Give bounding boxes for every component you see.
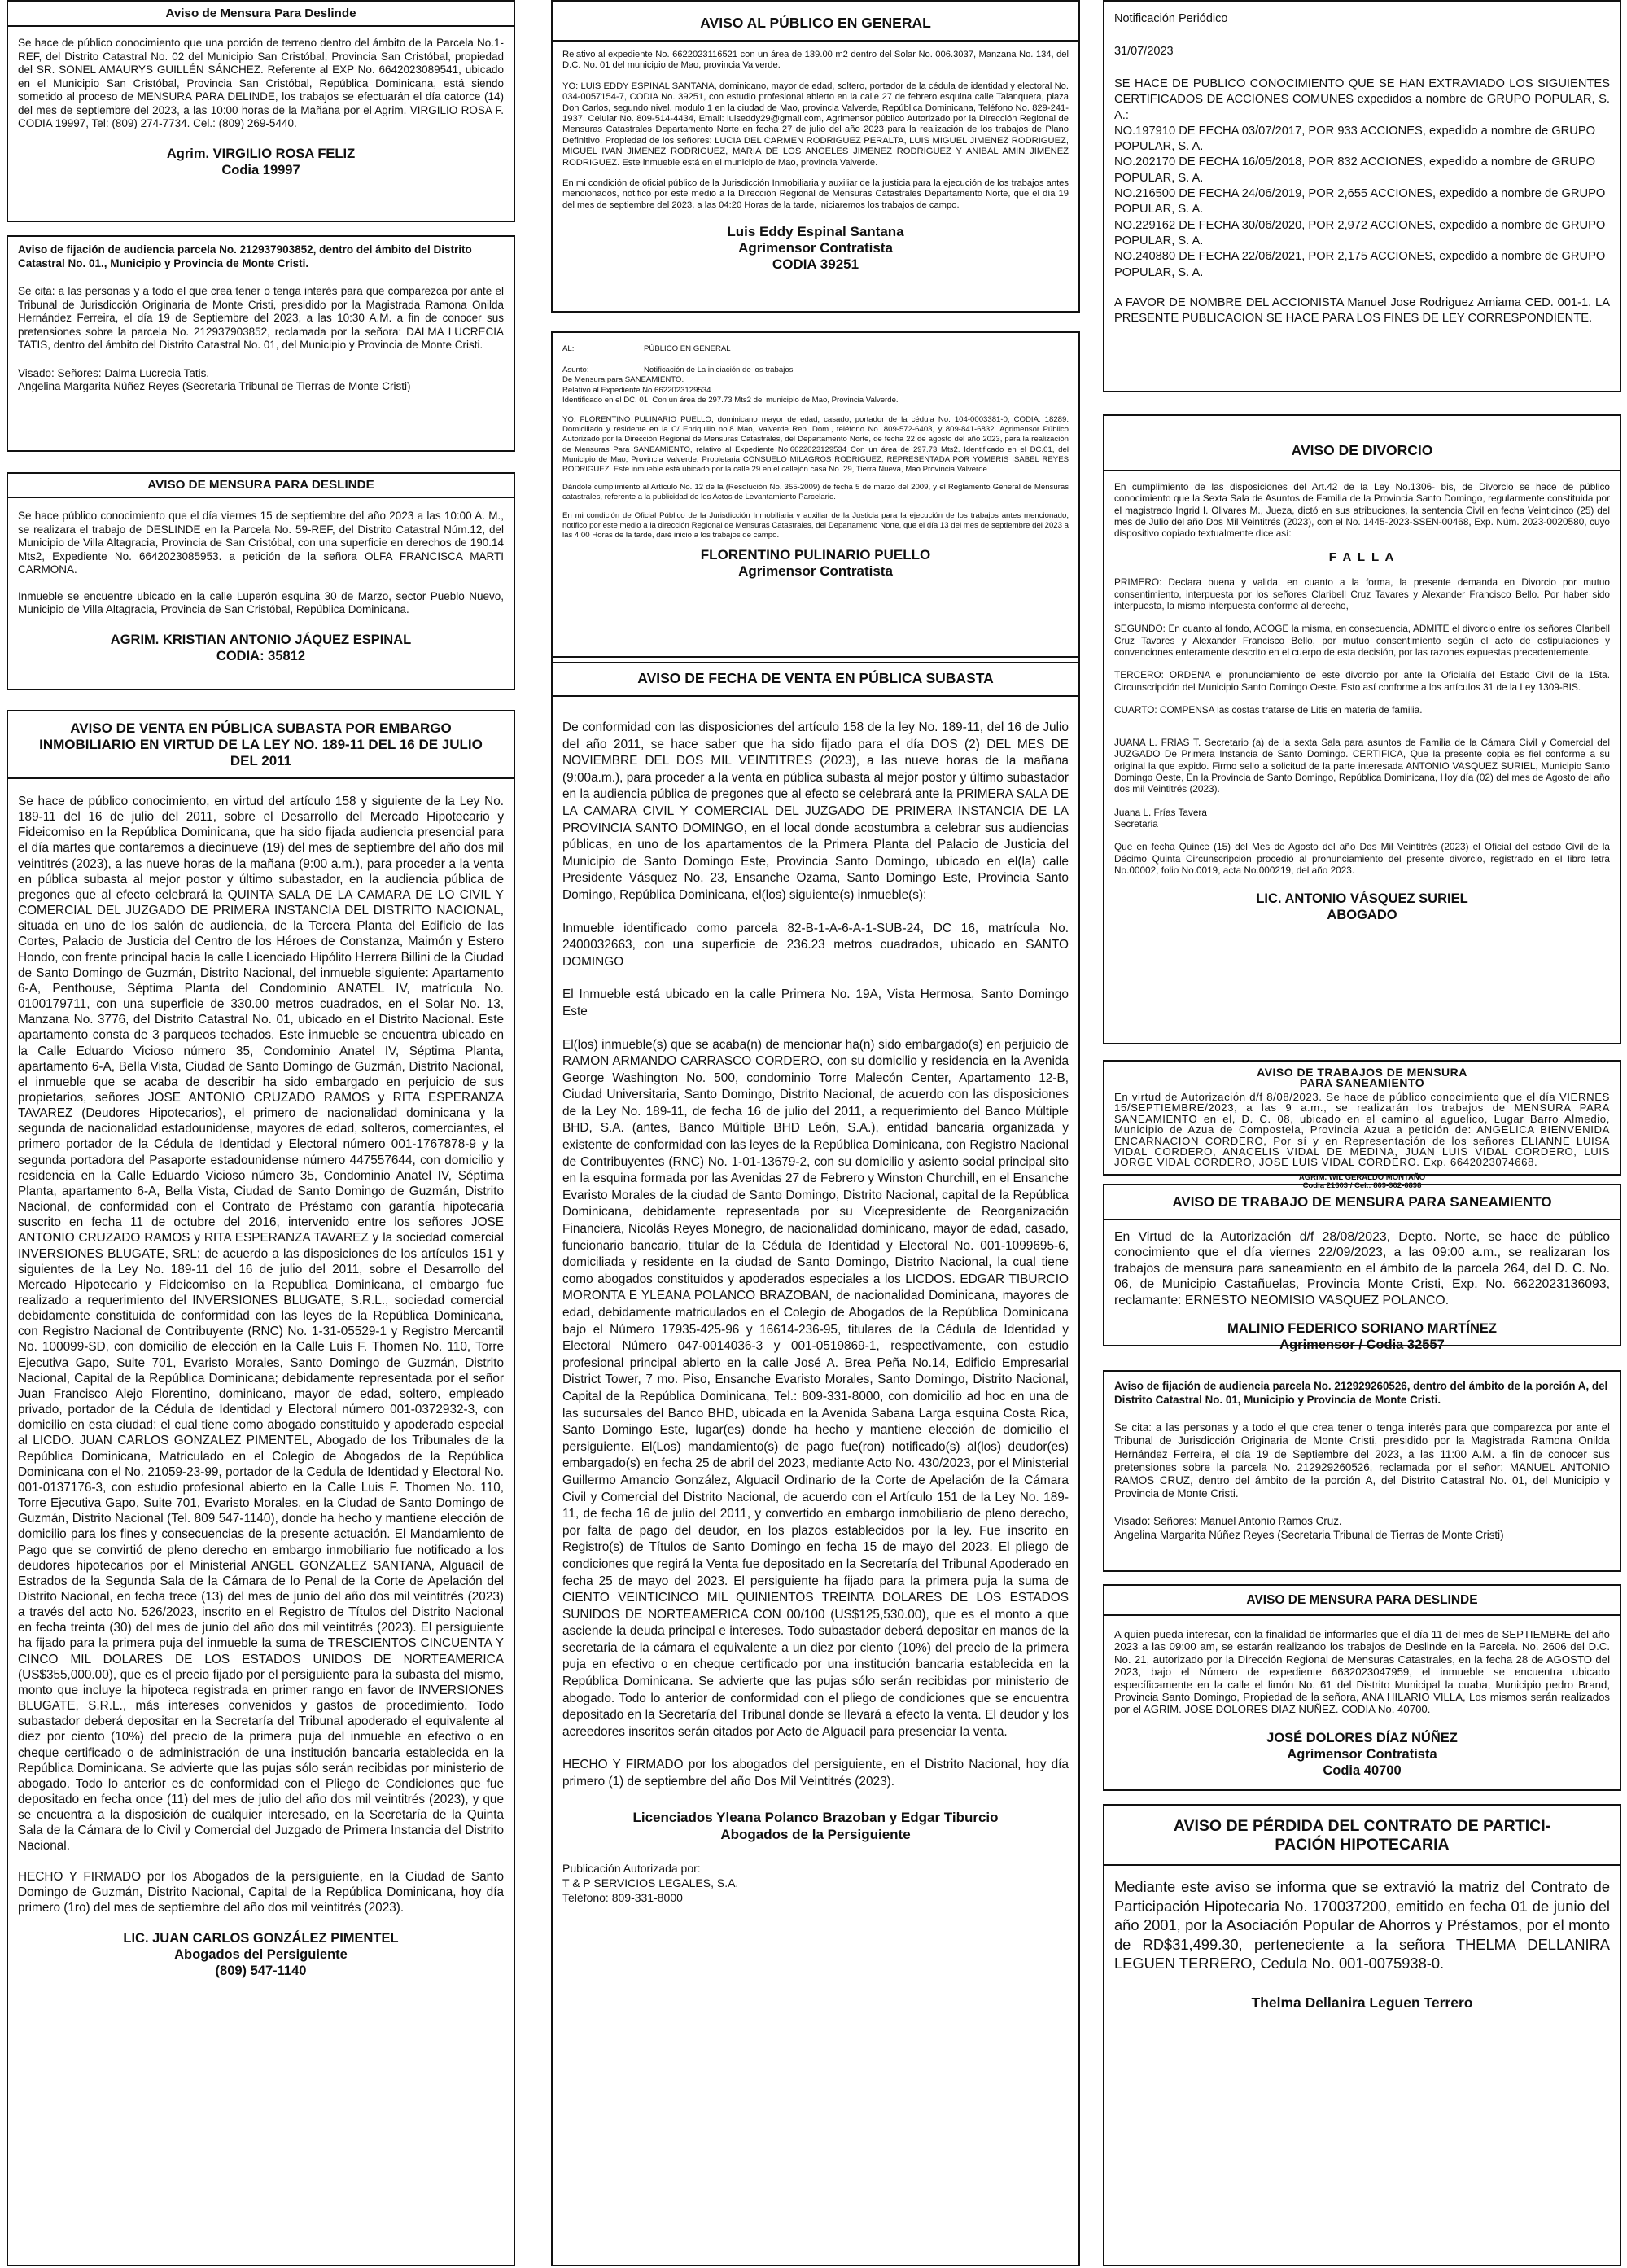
asunto-value: Notificación de La iniciación de los trabajos [644,366,794,375]
signature-name: Thelma Dellanira Leguen Terrero [1251,1994,1473,2011]
tercero: TERCERO: ORDENA el pronunciamiento de este divorcio por ante la Oficialía del Estado Civil de la 15ta. Circunscripción del Municipio Santo Domingo Oeste. Esto así conforme a los artículos 31 de la Ley 1309-BIS. [1114,669,1610,693]
notice-body-3: En mi condición de Oficial Público de la Jurisdicción Inmobiliaria y auxiliar de la Justicia para la ejecución de los trabajos antes mencionado, notifico por este medio a la dirección Regional de Mensuras Catastrales, del Departamento Norte, que el día 13 del mes de septiembre del 2023 a las 4:00 Horas de la tarde, daré inicio a los trabajos de campo. [562,510,1069,541]
notice-body: YO: FLORENTINO PULINARIO PUELLO, dominicano mayor de edad, casado, portador de la cédula No. 104-0003381-0, CODIA: 18289. Domiciliado y residente en la C/ Enriquillo no.8 Mao, Valverde Rep. Dom., teléfono No. 809-572-6403, y 809-841-6832. Agrimensor Público Autorizado por la Dirección Regional de Mensuras Catastrales, del Departamento Norte, de fecha 22 de agosto del año 2023, para la realización de Mensuras Para SANEAMIENTO, relativo al Expediente No.6622023129534 Con un área de 297.73 Mts2. Identificado en el DC.01, del Municipio de Mao, Provincia Valverde. Propietaria CONSUELO MILAGROS RODRIGUEZ, REPRESENTADA POR YOMERIS ISABEL REYES RODRIGUEZ. Este inmueble está ubicado por la calle 29 en el callejón casa No. 29, Tierra Nueva, Mao Provincia Valverde. [562,415,1069,475]
pronunciamiento: Que en fecha Quince (15) del Mes de Agosto del año Dos Mil Veintitrés (2023) el Oficial del estado Civil de la Décimo Quinta Circunscripción procedió al pronunciamiento del presente divorcio, registrado en el libro letra No.00002, folio No.0019, acta No.000219, del año 2023. [1114,841,1610,876]
notice-title-line-1: AVISO DE TRABAJOS DE MENSURA [1257,1066,1467,1079]
secretaria-role: Secretaria [1114,817,1158,830]
notification-label: Notificación Periódico [1114,12,1228,25]
signature-name: Agrim. VIRGILIO ROSA FELIZ [166,146,356,161]
notice-body: Se hace de público conocimiento que una porción de terreno dentro del ámbito de la Parcela No.1-REF, del Distrito Catastral No. 02 del Municipio San Cristóbal, Provincia San Cristóbal, propiedad del SR. SONEL AMAURYS GUILLÉN SÁNCHEZ. Referente al EXP No. 6642023089541, ubicado en el Municipio San Cristóbal, Provincia San Cristóbal, República Dominicana, está siendo sometido al proceso de MENSURA PARA DELINDE, los trabajos se efectuarán el día catorce (14) del mes de septiembre del 2023, a las 10:00 horas de la Mañana por el Agrim. VIRGILIO ROSA F. CODIA 19997, Tel: (809) 274-7734. Cel.: (809) 269-5440. [18,37,504,129]
asunto-label: Asunto: [562,366,589,375]
notice-mensura-deslinde-rosa [7,0,515,222]
notice-title: Aviso de fijación de audiencia parcela No. 212929260526, dentro del ámbito de la porción A, del Distrito Catastral No. 01, Municipio y Provincia de Monte Cristi. [1114,1380,1608,1406]
notice-body: Mediante este aviso se informa que se extravió la matriz del Contrato de Participación Hipotecaria No. 170037200, emitido en fecha 01 de junio del año 2001, por la Asociación Popular de Ahorros y Préstamos, por el monto de RD$31,499.30, perteneciente a la señora THELMA DELLANIRA LEGUEN TERRERO, Cedula No. 001-0075938-0. [1114,1878,1610,1972]
signature-name: AGRIM. WIL GERALDO MONTAÑO [1298,1172,1426,1182]
certificate-3: NO.216500 DE FECHA 24/06/2019, POR 2,655 ACCIONES, expedido a nombre de GRUPO POPULAR, S. A. [1114,187,1606,217]
notice-title: AVISO DE DIVORCIO [1104,416,1620,471]
secretaria-name: Juana L. Frías Tavera [1114,806,1207,818]
notice-body: A quien pueda interesar, con la finalidad de informarles que el día 11 del mes de SEPTIEMBRE del año 2023 a las 09:00 am, se estarán realizando los trabajos de Deslinde en la Parcela. No. 2606 del D.C. No. 21, autorizado por la Dirección Regional de Mensuras Catastrales, en la fecha 28 de AGOSTO del 2023, bajo el Número de expediente 6632023047959, el inmueble se encuentra ubicado específicamente en la calle el limón No. 61 del Distrito Municipal la cuaba, Municipio pedro Brand, Provincia Santo Domingo, Propiedad de la señora, ANA HILARIO VILLA, Los mismos serán realizados por el AGRIM. JOSE DOLORES DIAZ NUÑEZ. CODIA No. 40700. [1114,1628,1610,1716]
notification-date: 31/07/2023 [1114,45,1174,58]
notice-title: AVISO DE MENSURA PARA DESLINDE [8,474,514,498]
notice-title-line-1: AVISO DE PÉRDIDA DEL CONTRATO DE PARTICI- [1173,1817,1551,1835]
notice-fecha-venta-subasta [551,656,1080,2266]
notice-body: En Virtud de la Autorización d/f 28/08/2023, Depto. Norte, se hace de público conocimiento que el día viernes 22/09/2023, a las 09:00 a.m., se realizaran los trabajos de mensura para saneamiento en el ámbito de la parcela 264, del D. C. No. 06, de Municipio Castañuelas, Provincia Monte Cristi, Exp. No. 6622023136093, reclamante: ERNESTO NEOMISIO VASQUEZ POLANCO. [1114,1230,1610,1307]
notice-body: Se hace de público conocimiento, en virtud del artículo 158 y siguiente de la Ley No. 189-11 del 16 de julio del 2011, sobre el Desarrollo del Mercado Hipotecario y Fideicomiso en la República Dominicana, que ha sido fijada audiencia presencial para el día martes que contaremos a diecinueve (19) del mes de septiembre del año dos mil veintitrés (2023), a las nueve horas de la mañana (9:00 a.m.), para proceder a la venta en pública subasta al mejor postor y último subastador, en la audiencia pública de pregones que al efecto celebrará la QUINTA SALA DE LA CAMARA DE LO CIVIL Y COMERCIAL DEL JUZGADO DE PRIMERA INSTANCIA DEL DISTRITO NACIONAL, situada en uno de los salón de audiencia, de la Tercera Planta del Edificio de las Cortes, Palacio de Justicia del Centro de los Héroes de Constanza, Maimón y Estero Hondo, con frente principal hacia la calle Licenciado Hipólito Herrera Billini de la Ciudad de Santo Domingo de Guzmán, Distrito Nacional, del inmueble siguiente: Apartamento 6-A, Penthouse, Séptima Planta del Condominio ANATEL IV, matrícula No. 0100179711, con una superficie de 330.00 metros cuadrados, en el Solar No. 13, Manzana No. 3776, del Distrito Catastral No. 01, ubicado en el Distrito Nacional. Este apartamento consta de 3 parqueos techados. Este inmueble se encuentra ubicado en la Calle Eduardo Vicioso número 35, Condominio Anatel IV, Séptima Planta, apartamento 6-A, Bella Vista, Ciudad de Santo Domingo de Guzmán, Distrito Nacional, el inmueble que se acaba de describir ha sido embargado en perjuicio de sus propietarios, señores JOSE ANTONIO CRUZADO RAMOS y RITA ESPERANZA TAVAREZ (Deudores Hipotecarios), el primero de nacionalidad dominicana y la segunda de nacionalidad estadounidense, mayores de edad, solteros, comerciantes, el primero portador de la Cédula de Identidad y Electoral número 001-1767878-9 y la segunda portadora del Pasaporte estadounidense número 447557644, con domicilio y residencia en la Calle Eduardo Vicioso número 35, Condominio Anatel IV, Séptima Planta, apartamento 6-A, Bella Vista, Ciudad de Santo Domingo de Guzmán, Distrito Nacional, de conformidad con el Contrato de Préstamo con garantía hipotecaria suscrito en fecha 11 de octubre del 2016, intervenido entre los señores JOSE ANTONIO CRUZADO RAMOS y RITA ESPERANZA TAVAREZ y la sociedad comercial INVERSIONES BLUGATE, SRL; de acuerdo a las disposiciones de los artículos 151 y siguientes de la Ley No. 189-11 del 16 de julio del 2011, sobre el Desarrollo del Mercado Hipotecario y Fideicomiso en la Republica Dominicana, el embargo fue realizado a requerimiento del INVERSIONES BLUGATE, S.R.L., sociedad comercial debidamente constituida de conformidad con las leyes de la República Dominicana, con Registro Nacional de Contribuyente (RNC) No. 1-31-05529-1 y Registro Mercantil No. 100099-SD, con domicilio de elección en la Calle Luis F. Thomen No. 110, Torre Ejecutiva Gapo, Suite 701, Evaristo Morales, Santo Domingo de Guzmán, Distrito Nacional, Capital de la República Dominicana; debidamente representada por el señor Juan Francisco Alejo Florentino, dominicano, mayor de edad, soltero, empleado privado, portador de la Cédula de Identidad y Electoral número 001-0372932-3, con domicilio en esta ciudad; el cual tiene como abogado constituido y apoderado especial al LICDO. JUAN CARLOS GONZALEZ PIMENTEL, Abogado de los Tribunales de la República Dominicana, Matriculado en el Colegio de Abogados de la República Dominicana con el No. 21059-23-99, portador de la Cedula de Identidad y Electoral No. 001-0137176-3, con estudio profesional abierto en la Calle Luis F. Thomen No. 110, Torre Ejecutiva Gapo, Suite 701, Evaristo Morales, en la Ciudad de Santo Domingo de Guzmán, Distrito Nacional (Tel. 809 547-1140), donde ha hecho y mantiene elección de domicilio para los fines y consecuencias de la presente actuación. El Mandamiento de Pago que se convirtió de pleno derecho en embargo inmobiliario fue notificado a los deudores hipotecarios por el Ministerial ANGEL GONZALEZ SANTANA, Alguacil de Estrados de la Segunda Sala de la Cámara de lo Penal de la Corte de Apelación del Distrito Nacional, en fecha trece (13) del mes de junio del año dos mil veintitrés (2023) a través del acto No. 526/2023, inscrito en el Registro de Títulos del Distrito Nacional en fecha treinta (30) del mes de junio del año dos mil veintitrés (2023). El persiguiente ha fijado para la primera puja del inmueble la suma de TRESCIENTOS CINCUENTA Y CINCO MIL DOLARES DE LOS ESTADOS UNIDOS DE NORTEAMERICA (US$355,000.00), que es el precio fijado por el persiguiente para la subasta del mismo, monto que incluye la hipoteca registrada en primer rango en favor de INVERSIONES BLUGATE, S.R.L., más intereses convenidos y gastos de procedimiento. Todo subastador deberá depositar en la Secretaría del Tribunal apoderado el equivalente al diez por ciento (10%) del precio de la primera puja del inmueble en efectivo o en cheque certificado o de administración de una institución bancaria establecida en la República Dominicana. Se advierte que las pujas sólo serán recibidas por ministerio de abogado. Todo lo anterior es de conformidad con el Pliego de Condiciones que fue depositado en fecha once (11) del mes de julio del año dos mil veintitrés (2023), y que se encuentra a la disposición de cualquier interesado, en la Secretaría de la Quinta Sala de la Cámara de lo Civil y Comercial del Juzgado de Primera Instancia del Distrito Nacional. [18,795,504,1854]
certificate-2: NO.202170 DE FECHA 16/05/2018, POR 832 ACCIONES, expedido a nombre de GRUPO POPULAR, S. A. [1114,155,1596,185]
notice-body: En virtud de Autorización d/f 8/08/2023. Se hace de público conocimiento que el día VIERNES 15/SEPTIEMBRE/2023, a las 9 a.m., se realizarán los trabajos de MENSURA PARA SANEAMIENTO en el, D. C. 08, ubicado en el camino al aguelico, Lugar Barro Almedio, Municipio de Azua de Compostela, Provincia Azua a petición de: ANGELICA BIENVENIDA ENCARNACION CORDERO, Por sí y en Representación de los señores ELIANNE LUISA VIDAL CORDERO, ANACELIS VIDAL DE MEDINA, JUAN LUIS VIDAL CORDERO, LUIS JORGE VIDAL CORDERO, JOSE LUIS VIDAL CORDERO. Exp. 6642023074668. [1114,1091,1610,1169]
al-row [562,344,1069,354]
publication-line-3: Teléfono: 809-331-8000 [562,1890,683,1904]
signature-role: Agrimensor Contratista [738,563,893,580]
certificate-1: NO.197910 DE FECHA 03/07/2017, POR 933 ACCIONES, expedido a nombre de GRUPO POPULAR, S. A. [1114,124,1596,154]
notice-body-2: A FAVOR DE NOMBRE DEL ACCIONISTA Manuel Jose Rodriguez Amiama CED. 001-1. LA PRESENTE PUBLICACION SE HACE PARA LOS FINES DE LEY CORRESPONDIENTE. [1114,296,1610,326]
notice-body-4: El(los) inmueble(s) que se acaba(n) de mencionar ha(n) sido embargado(s) en perjuicio de RAMON ARMANDO CARRASCO CORDERO, con su domicilio y residencia en la Avenida George Washington No. 500, condominio Torre Malecón Center, Apartamento 12-B, Ciudad Universitaria, Santo Domingo, Distrito Nacional, de acuerdo con las disposiciones de la Ley No. 189-11, de fecha 16 de julio del 2011, a requerimiento del Banco Múltiple BHD, S.A. (antes, Banco Múltiple BHD León, S.A.), entidad bancaria organizada y existente de conformidad con las leyes de la República Dominicana, con Registro Nacional de Contribuyentes (RNC) No. 1-01-13679-2, con su domicilio y asiento social principal sito en la esquina formada por las Avenidas 27 de Febrero y Winston Churchill, en el Ensanche Evaristo Morales de la ciudad de Santo Domingo, Distrito Nacional, capital de la República Dominicana, debidamente representada por su Vicepresidente de Reorganización Financiera, Nicolás Reyes Monegro, de nacionalidad dominicano, mayor de edad, casado, funcionario bancario, titular de la Cédula de Identidad y Electoral No. 001-1099695-6, domiciliada y residente en la ciudad de Santo Domingo, Distrito Nacional, la cual tiene como abogados constituidos y apoderados especiales a los LICDOS. EDGAR TIBURCIO MORONTA E YLEANA POLANCO BRAZOBAN, de nacionalidad Dominicana, mayores de edad, debidamente matriculados en el Colegio de Abogados de la República Dominicana bajo el Número 17935-425-96 y 16614-236-95, titulares de la Cédula de Identidad y Electoral Número 047-0014036-3 y 001-0519869-1, respectivamente, con estudio profesional principal abierto en la calle José A. Brea Peña No.14, Edificio Empresarial District Tower, 7 mo. Piso, Ensanche Evaristo Morales, Santo Domingo, Distrito Nacional, Capital de la República Dominicana, Tel.: 809-331-8000, con domicilio ad hoc en una de las sucursales del Banco BHD, ubicada en la Avenida Sabana Larga esquina Costa Rica, Santo Domingo Este, lugar(es) donde ha hecho y mantiene elección de domicilio el persiguiente. El(Los) mandamiento(s) de pago fue(ron) notificado(s) al(los) deudor(es) embargado(s) en fecha 25 de abril del 2023, mediante Acto No. 430/2023, por el Ministerial Guillermo Amancio González, Alguacil Ordinario de la Corte de Apelación de la Cámara Civil y Comercial del Distrito Nacional, de acuerdo con el Artículo 151 de la Ley No. 189-11, de fecha 16 de julio del 2011, y convertido en embargo inmobiliario de pleno derecho, por falta de pago del deudor, en los plazos establecidos por la ley. Fue inscrito en Registro(s) de Títulos de Santo Domingo en fecha 15 de mayo del 2023. El pliego de condiciones que regirá la Venta fue depositado en la Secretaría del Tribunal Apoderado en fecha 25 de mayo del 2023. El persiguiente ha fijado para la primera puja la suma de CIENTO VEINTICINCO MIL QUINIENTOS TREINTA DOLARES DE LOS ESTADOS SUNIDOS DE NORTEAMERICA CON 00/100 (US$125,530.00), que es el monto a que asciende la deuda principal e intereses. Todo subastador deberá depositar en manos de la secretaria de la cámara el equivalente a un diez por ciento (10%) del precio de la primera puja en efectivo o en cheque certificado por una institución bancaria establecida en la República Dominicana. Se advierte que las pujas sólo serán recibidas por ministerio de abogado. Todo lo anterior de conformidad con el pliego de condiciones que se encuentra depositado en la Secretaría del Tribunal donde se llevará a efecto la venta. El deudor y los acreedores inscritos serán citados por Acto de Alguacil para presenciar la venta. [562,1037,1069,1739]
notice-body: Se cita: a las personas y a todo el que crea tener o tenga interés para que comparezca por ante el Tribunal de Jurisdicción Originaria de Monte Cristi, presidido por la Magistrada Ramona Onilda Hernández Ferreira, el día 19 de Septiembre del 2023, a las 11:00 A.M. a fin de conocer sus pretensiones sobre la parcela No. 212929260526, reclamada por el señor: MANUEL ANTONIO RAMOS CRUZ, dentro del ámbito de la porción A, del Distrito Catastral No. 01, del Municipio y Provincia de Monte Cristi. [1114,1421,1610,1500]
al-label: AL: [562,344,575,353]
signature-name: LIC. JUAN CARLOS GONZÁLEZ PIMENTEL [123,1931,399,1946]
visado-line: Visado: Señores: Dalma Lucrecia Tatis. [18,366,210,379]
publication-line-2: T & P SERVICIOS LEGALES, S.A. [562,1876,739,1889]
asunto-row [562,366,1069,375]
signature-role: Agrimensor Contratista [1287,1746,1437,1762]
notice-title: Aviso de fijación de audiencia parcela No. 212937903852, dentro del ámbito del Distrito Catastral No. 01., Municipio y Provincia de Monte Cristi. [18,243,472,269]
segundo: SEGUNDO: En cuanto al fondo, ACOGE la misma, en consecuencia, ADMITE el divorcio entre los señores Claribell Cruz Tavares y Alexander Francisco Bello, por mutuo consentimiento según el acto de estipulaciones y convenciones enteramente descrito en el cuerpo de esta decisión, por las razones expuestas precedentemente. [1114,623,1610,658]
signature-role: Agrimensor Contratista [738,240,893,256]
signature-codia: Codia 19997 [221,162,300,177]
signature-role: Abogados de la Persiguiente [720,1826,911,1842]
notice-body-2: Dándole cumplimiento al Artículo No. 12 de la (Resolución No. 355-2009) de fecha 5 de marzo del 2009, y el Reglamento General de Mensuras catastrales, referente a la publicidad de los Actos de Levantamiento Parcelario. [562,483,1069,502]
signature-role: ABOGADO [1327,908,1397,923]
primero: PRIMERO: Declara buena y valida, en cuanto a la forma, la presente demanda en Divorcio por mutuo consentimiento, interpuesta por los señores Claribell Cruz Tavares y Alexander Francisco Bello. Por haber sido interpuesta, la mismo interpuesta conforme al derecho, [1114,576,1610,612]
line-a: De Mensura para SANEAMIENTO. [562,375,684,385]
notice-venta-subasta-anatel [7,710,515,2266]
signature-codia: Codia 40700 [1323,1762,1402,1778]
notice-body-3: El Inmueble está ubicado en la calle Primera No. 19A, Vista Hermosa, Santo Domingo Este [562,987,1069,1018]
signature-codia: CODIA: 35812 [216,648,306,663]
notice-certificados-acciones [1103,0,1621,392]
notice-body-2: Inmueble identificado como parcela 82-B-1-A-6-A-1-SUB-24, DC 16, matrícula No. 2400032663, con una superficie de 236.23 metros cuadrados, ubicado en SANTO DOMINGO [562,921,1069,969]
cuarto: CUARTO: COMPENSA las costas tratarse de Litis en materia de familia. [1114,703,1423,716]
notice-trabajo-mensura-saneamiento-castanuelas [1103,1180,1621,1353]
notice-body-2: HECHO Y FIRMADO por los Abogados de la persiguiente, en la Ciudad de Santo Domingo de Guzmán, Distrito Nacional, Capital de la República Dominicana, hoy día primero (1ro) del mes de septiembre del año dos mil veintitrés (2023). [18,1869,504,1915]
line-b: Relativo al Expediente No.6622023129534 [562,385,711,395]
signature-codia: Agrimensor / Codia 32557 [1279,1338,1445,1353]
notice-title: AVISO DE VENTA EN PÚBLICA SUBASTA POR EMBARGO INMOBILIARIO EN VIRTUD DE LA LEY NO. 189-11 DEL 16 DE JULIO DEL 2011 [8,711,514,779]
signature-codia: CODIA 39251 [772,256,859,273]
notice-divorcio [1103,414,1621,1044]
notice-body-5: HECHO Y FIRMADO por los abogados del persiguiente, en el Distrito Nacional, hoy día primero (1) de septiembre del año Dos Mil Veintitrés (2023). [562,1758,1069,1789]
signature-name: Licenciados Yleana Polanco Brazoban y Edgar Tiburcio [632,1809,999,1825]
signature-role: Abogados del Persiguiente [174,1947,348,1963]
visado-line: Visado: Señores: Manuel Antonio Ramos Cruz. [1114,1515,1342,1528]
notice-body: De conformidad con las disposiciones del artículo 158 de la ley No. 189-11, del 16 de Julio del año 2011, se hace saber que ha sido fijado para el día DOS (2) DEL MES DE NOVIEMBRE DEL DOS MIL VEINTITRES (2023), a las nueve horas de la mañana (9:00a.m.), para proceder a la venta en pública subasta al mejor postor y último subastador en la audiencia pública de pregones que al efecto se celebrará ante la PRIMERA SALA DE LA CAMARA CIVIL Y COMERCIAL DEL JUZGADO DE PRIMERA INSTANCIA DE LA PROVINCIA SANTO DOMINGO, en el local donde acostumbra a celebrar sus audiencias públicas, en uno de los apartamentos de la Primera Planta del Palacio de Justicia del Municipio de Santo Domingo Este, Provincia Santo Domingo, ubicado en el(la) calle Presidente Vásquez No. 23, Ensanche Ozama, Santo Domingo Este, Provincia Santo Domingo, República Dominicana, el(los) siguiente(s) inmueble(s): [562,720,1069,902]
notice-title-line-2: PARA SANEAMIENTO [1299,1076,1425,1089]
signature-codia: Codia 21603 / Cel.: 809-902-6898 [1302,1180,1422,1190]
notice-title: AVISO AL PÚBLICO EN GENERAL [553,2,1078,42]
falla-heading: F A L L A [1328,550,1396,565]
signature-name: JOSÉ DOLORES DÍAZ NÚÑEZ [1266,1730,1458,1745]
publication-line-1: Publicación Autorizada por: [562,1861,701,1875]
signature-name: Luis Eddy Espinal Santana [727,224,904,240]
signature-name: LIC. ANTONIO VÁSQUEZ SURIEL [1256,891,1468,907]
notice-saneamiento-pulinario [551,331,1080,663]
certificate-4: NO.229162 DE FECHA 30/06/2020, POR 2,972 ACCIONES, expedido a nombre de GRUPO POPULAR, S. A. [1114,218,1606,247]
secretaria-line: Angelina Margarita Núñez Reyes (Secretaria Tribunal de Tierras de Monte Cristi) [1114,1529,1504,1541]
notice-audiencia-212929260526 [1103,1370,1621,1572]
notice-mensura-deslinde-jaquez [7,472,515,690]
notice-audiencia-212937903852 [7,235,515,452]
notice-publico-general-espinal [551,0,1080,313]
notice-body-3: En mi condición de oficial público de la Jurisdicción Inmobiliaria y auxiliar de la justicia para la ejecución de los trabajos antes mencionados, notifico por este medio a la Dirección Regional de Mensuras Catastrales Departamento Norte, que el día 19 del mes de septiembre del 2023, a las 04:20 Horas de la tarde, iniciaremos los trabajos de campo. [562,178,1069,210]
certificate-5: NO.240880 DE FECHA 22/06/2021, POR 2,175 ACCIONES, expedido a nombre de GRUPO POPULAR, S. A. [1114,250,1606,279]
signature-name: AGRIM. KRISTIAN ANTONIO JÁQUEZ ESPINAL [110,632,412,647]
notice-trabajos-mensura-saneamiento-azua [1103,1060,1621,1190]
notice-mensura-deslinde-diaz [1103,1584,1621,1791]
signature-name: MALINIO FEDERICO SORIANO MARTÍNEZ [1227,1321,1497,1337]
signature-name: FLORENTINO PULINARIO PUELLO [700,547,931,563]
notice-title: AVISO DE FECHA DE VENTA EN PÚBLICA SUBASTA [553,658,1078,697]
notice-perdida-contrato-hipotecaria [1103,1804,1621,2266]
line-c: Identificado en el DC. 01, Con un área de 297.73 Mts2 del municipio de Mao, Provincia Valverde. [562,395,899,405]
secretaria-line: Angelina Margarita Núñez Reyes (Secretaria Tribunal de Tierras de Monte Cristi) [18,380,411,392]
notice-body: En cumplimiento de las disposiciones del Art.42 de la Ley No.1306- bis, de Divorcio se hace de público conocimiento que la Sexta Sala de Asuntos de Familia de la Provincia Santo Domingo, regularmente constituida por el magistrado Ingrid I. Olivares M., Jueza, dictó en sus atribuciones, la sentencia Civil en fecha Veinticinco (25) del mes de Julio del año Dos Mil Veintitrés (2023), con el No. 1445-2023-SSEN-00468, Exp. Núm. 2023-0020580, cuyo dispositivo copiado textualmente dice así: [1114,481,1610,540]
notice-body-2: YO: LUIS EDDY ESPINAL SANTANA, dominicano, mayor de edad, soltero, portador de la cédula de identidad y electoral No. 034-0057154-7, CODIA No. 39251, con estudio profesional abierto en la calle 27 de febrero esquina calle Talanquera, plaza Don Carlos, segundo nivel, modulo 1 en la ciudad de Mao, provincia Valverde, República Dominicana, Teléfono No. 829-241-1937, Celular No. 809-514-4434, Email: luiseddy29@gmail.com, Agrimensor público Autorizado por la Dirección Regional de Mensuras Catastrales Departamento Norte en fecha 27 de julio del año 2023 para la realización de los trabajos de Plano Definitivo. Propiedad de los señores: LUCIA DEL CARMEN RODRIGUEZ PERALTA, LUIS MIGUEL JIMENEZ RODRIGUEZ, MIGUEL IVAN JIMENEZ RODRIGUEZ, MARIA DE LOS ANGELES JIMENEZ RODRIGUEZ Y ANIBAL AMIN JIMENEZ RODRIGUEZ. Este inmueble está en el municipio de Mao, provincia Valverde. [562,81,1069,168]
notice-body-2: Inmueble se encuentre ubicado en la calle Luperón esquina 30 de Marzo, sector Pueblo Nuevo, Municipio de Villa Altagracia, Provincia de San Cristóbal, República Dominicana. [18,589,504,615]
notice-body: SE HACE DE PUBLICO CONOCIMIENTO QUE SE HAN EXTRAVIADO LOS SIGUIENTES CERTIFICADOS DE ACCIONES COMUNES expedidos a nombre de GRUPO POPULAR, S. A.: [1114,77,1610,122]
notice-title: AVISO DE MENSURA PARA DESLINDE [1104,1586,1620,1616]
notice-title: AVISO DE TRABAJO DE MENSURA PARA SANEAMIENTO [1104,1185,1620,1220]
notice-title-line-2: PACIÓN HIPOTECARIA [1104,1836,1620,1866]
notice-body: Se hace público conocimiento que el día viernes 15 de septiembre del año 2023 a las 10:00 A. M., se realizara el trabajo de DESLINDE en la Parcela No. 59-REF, del Distrito Catastral Núm.12, del Municipio de Villa Altagracia, Provincia de San Cristóbal, con una superficie en derechos de 190.14 Mts2, Expediente No. 6642023085953. a petición de la señora OLFA FRANCISCA MARTI CARMONA. [18,510,504,576]
notice-body: Relativo al expediente No. 6622023116521 con un área de 139.00 m2 dentro del Solar No. 006.3037, Manzana No. 134, del D.C. No. 01 del municipio de Mao, provincia Valverde. [562,50,1069,71]
notice-title: Aviso de Mensura Para Deslinde [8,2,514,27]
notice-body: Se cita: a las personas y a todo el que crea tener o tenga interés para que comparezca por ante el Tribunal de Jurisdicción Originaria de Monte Cristi, presidido por la Magistrada Ramona Onilda Hernández Ferreira, el día 19 de Septiembre del 2023, a las 10:30 A.M. a fin de conocer sus pretensiones sobre la parcela No. 212937903852, reclamada por la señora: DALMA LUCRECIA TATIS, dentro del ámbito del Distrito Catastral No. 01, del Municipio y Provincia de Monte Cristi. [18,285,504,351]
certificacion: JUANA L. FRIAS T. Secretario (a) de la sexta Sala para asuntos de Familia de la Cámara Civil y Comercial del JUZGADO De Primera Instancia de Santo Domingo. CERTIFICA, Que la presente copia es fiel conforme a su original la que expido. Firmo sello a solicitud de la parte interesada ANTONIO VASQUEZ SURIEL, Municipio Santo Domingo Oeste, En la Provincia de Santo Domingo, República Dominicana, Hoy día (02) del mes de Agosto del año dos mil Veintitrés (2023). [1114,737,1610,795]
al-value: PÚBLICO EN GENERAL [644,344,731,353]
signature-phone: (809) 547-1140 [215,1964,307,1979]
